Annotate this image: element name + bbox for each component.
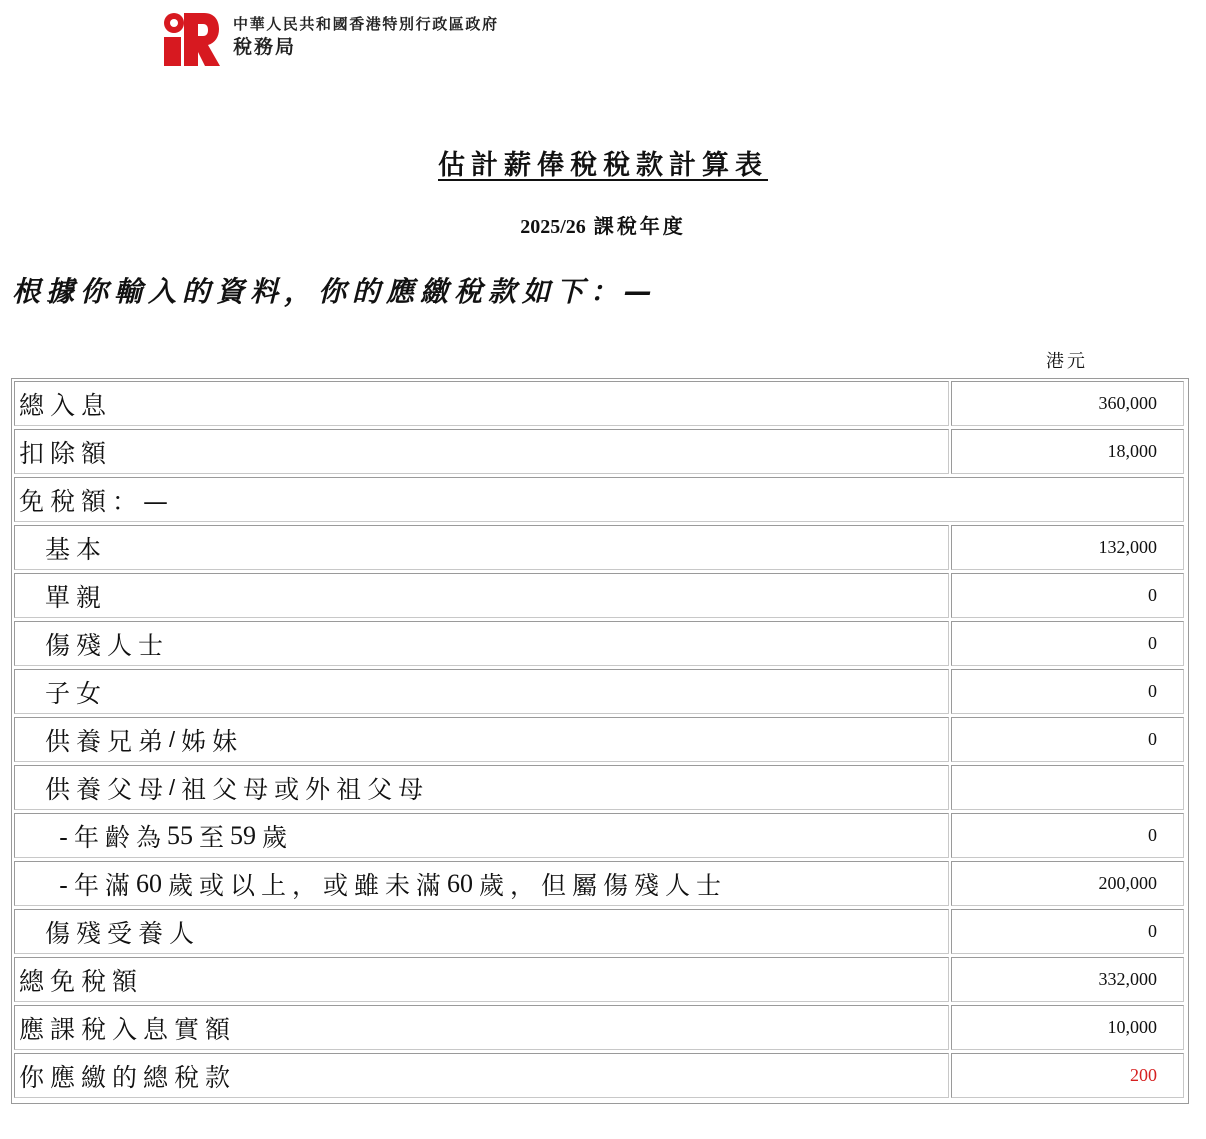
row-value: 332,000: [951, 957, 1184, 1002]
row-label: 傷殘人士: [14, 621, 949, 666]
currency-label: 港元: [1046, 351, 1088, 372]
row-label: 單親: [14, 573, 949, 618]
age-number: 55: [167, 820, 194, 850]
department-name: 稅務局: [233, 36, 297, 58]
row-value: 132,000: [951, 525, 1184, 570]
row-label-part: -年齡為: [59, 822, 168, 852]
row-value: 0: [951, 573, 1184, 618]
row-label: [14, 765, 949, 810]
row-value: 18,000: [951, 429, 1184, 474]
row-label-part: 供養父母: [45, 774, 170, 804]
row-label: 應課稅入息實額: [14, 1005, 949, 1050]
tax-year-number: 2025/26: [520, 216, 586, 238]
intro-text: 根據你輸入的資料，你的應繳稅款如下：—: [12, 275, 659, 308]
age-number: 60: [136, 868, 163, 898]
row-label-separator: /: [169, 726, 182, 752]
page-header: [160, 10, 499, 68]
row-label-part: -年滿: [59, 870, 137, 900]
page-title: 估計薪俸稅稅款計算表: [438, 150, 768, 181]
row-label-part: 供養兄弟: [45, 726, 170, 756]
section-heading: 免稅額：—: [14, 477, 1184, 522]
row-value: 0: [951, 909, 1184, 954]
row-value: [951, 765, 1184, 810]
total-tax-value: 200: [951, 1053, 1184, 1098]
row-value: 200,000: [951, 861, 1184, 906]
row-label: 總免稅額: [14, 957, 949, 1002]
row-value: 0: [951, 813, 1184, 858]
row-label-separator: /: [169, 774, 182, 800]
row-label: 傷殘受養人: [14, 909, 949, 954]
row-value: 0: [951, 669, 1184, 714]
row-label: [14, 861, 949, 906]
row-value: 10,000: [951, 1005, 1184, 1050]
row-label-part: 祖父母或外祖父母: [181, 774, 430, 804]
age-number: 60: [447, 868, 474, 898]
government-name: 中華人民共和國香港特別行政區政府: [233, 15, 499, 33]
row-label-part: 歲，但屬傷殘人士: [479, 870, 728, 900]
row-label-part: 歲: [262, 822, 294, 852]
row-label-part: 至: [199, 822, 231, 852]
row-label: [14, 717, 949, 762]
row-label: 你應繳的總稅款: [14, 1053, 949, 1098]
tax-year: [0, 210, 1206, 239]
row-label: 子女: [14, 669, 949, 714]
row-label-part: 姊妹: [181, 726, 244, 756]
tax-year-label: 課稅年度: [593, 214, 686, 238]
organization-name: [233, 14, 499, 60]
row-label: 扣除額: [14, 429, 949, 474]
row-value: 360,000: [951, 381, 1184, 426]
row-label: [14, 813, 949, 858]
row-label: 總入息: [14, 381, 949, 426]
page-title-wrap: [0, 143, 1206, 182]
tax-computation-table: [11, 378, 1189, 1104]
age-number: 59: [230, 820, 257, 850]
row-label-part: 歲或以上，或雖未滿: [168, 870, 448, 900]
ird-logo-icon: [160, 10, 220, 66]
row-value: 0: [951, 717, 1184, 762]
row-label: 基本: [14, 525, 949, 570]
row-value: 0: [951, 621, 1184, 666]
